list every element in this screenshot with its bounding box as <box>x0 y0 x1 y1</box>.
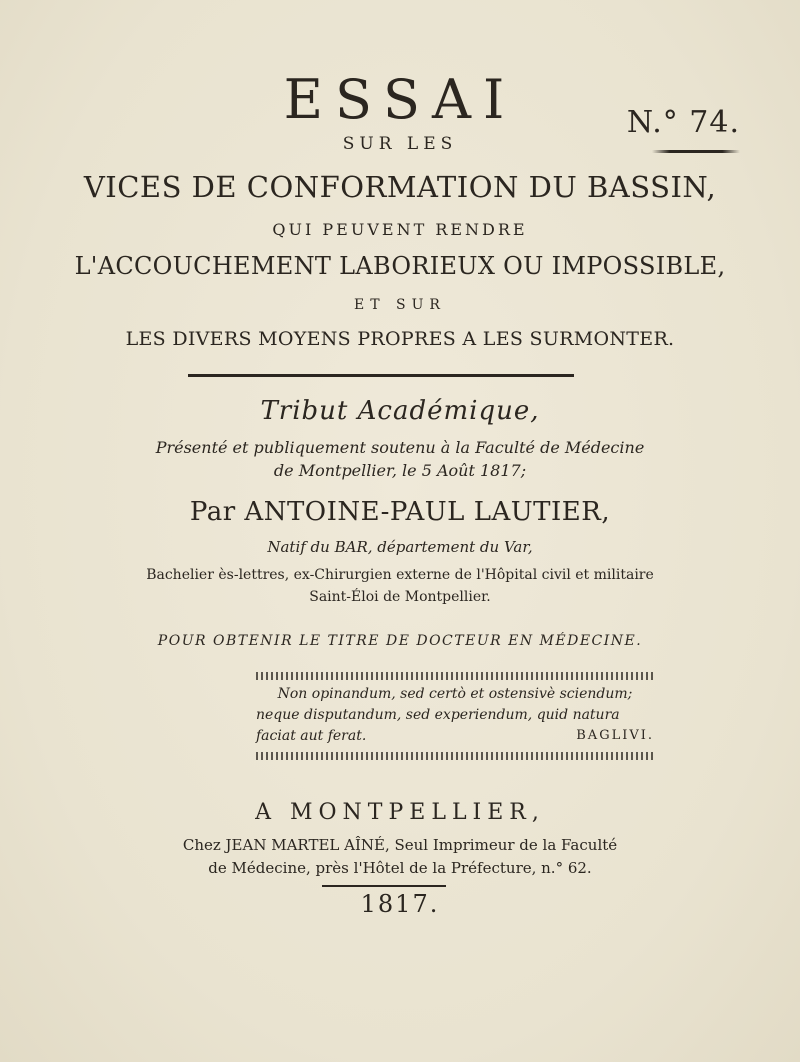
title-qui-peuvent: QUI PEUVENT RENDRE <box>272 220 528 239</box>
document-number: N.° 74. <box>626 105 740 140</box>
imprint-divider <box>322 885 446 887</box>
imprint-year: 1817. <box>360 890 440 918</box>
author-origin: Natif du BAR, département du Var, <box>267 538 533 556</box>
author-credentials-2: Saint-Éloi de Montpellier. <box>309 589 491 605</box>
title-et-sur: ET SUR <box>354 297 446 313</box>
presentation-line-1: Présenté et publiquement soutenu à la Faculté de Médecine <box>155 438 645 457</box>
title-accouchement: L'ACCOUCHEMENT LABORIEUX OU IMPOSSIBLE, <box>74 252 726 280</box>
title-sur-les: SUR LES <box>342 134 458 154</box>
title-vices: VICES DE CONFORMATION DU BASSIN, <box>83 170 717 204</box>
epigraph-top-ornament <box>256 672 654 680</box>
epigraph-line-3-text: faciat aut ferat. <box>256 728 367 744</box>
author-name: Par ANTOINE-PAUL LAUTIER, <box>189 497 611 527</box>
imprint-printer-2: de Médecine, près l'Hôtel de la Préfecture, n.° 62. <box>208 859 592 877</box>
author-credentials-1: Bachelier ès-lettres, ex-Chirurgien externe de l'Hôpital civil et militaire <box>146 567 654 583</box>
imprint-printer-1: Chez JEAN MARTEL AÎNÉ, Seul Imprimeur de la Faculté <box>182 836 618 854</box>
tribut-heading: Tribut Académique, <box>260 396 540 426</box>
epigraph-line-3 <box>256 728 654 744</box>
epigraph-author: BAGLIVI. <box>576 728 654 743</box>
title-divider <box>188 374 574 377</box>
epigraph-bottom-ornament <box>256 752 654 760</box>
imprint-city: A MONTPELLIER, <box>255 800 545 825</box>
title-divers-moyens: LES DIVERS MOYENS PROPRES A LES SURMONTER. <box>125 328 675 350</box>
title-essai: ESSAI <box>283 68 517 131</box>
epigraph-line-1: Non opinandum, sed certò et ostensivè sciendum; <box>277 686 633 702</box>
degree-purpose: POUR OBTENIR LE TITRE DE DOCTEUR EN MÉDECINE. <box>157 633 643 649</box>
epigraph-line-2: neque disputandum, sed experiendum, quid natura <box>256 707 620 723</box>
presentation-line-2: de Montpellier, le 5 Août 1817; <box>273 461 527 480</box>
